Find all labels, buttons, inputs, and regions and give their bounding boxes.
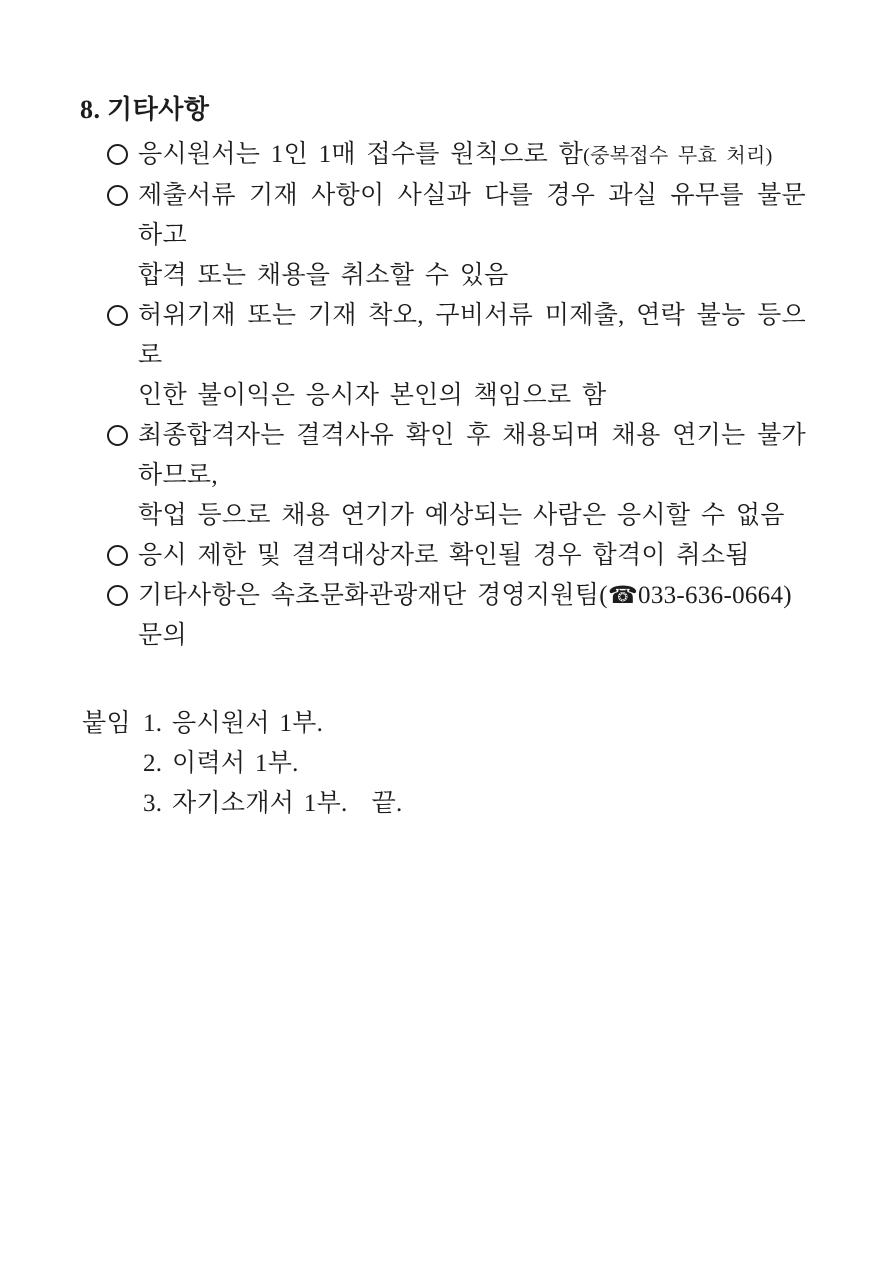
bullet-line: 인한 불이익은 응시자 본인의 책임으로 함 bbox=[138, 382, 607, 409]
phone-number: 033-636-0664 bbox=[638, 582, 784, 609]
telephone-icon: ☎ bbox=[607, 583, 639, 609]
bullet-line bbox=[138, 135, 806, 176]
attachment-row bbox=[80, 704, 806, 744]
attachment-text: 이력서 1부. bbox=[172, 750, 299, 777]
bullet-text: 기타사항은 속초문화관광재단 경영지원팀( bbox=[138, 582, 608, 609]
bullet-line: 허위기재 또는 기재 착오, 구비서류 미제출, 연락 불능 등으로 bbox=[138, 302, 806, 369]
bullet-item-false-statement bbox=[80, 176, 806, 296]
circle-bullet-icon bbox=[107, 425, 128, 446]
bullet-item-application-form bbox=[80, 135, 806, 176]
bullet-line: 최종합격자는 결격사유 확인 후 채용되며 채용 연기는 불가하므로, bbox=[138, 422, 806, 489]
circle-bullet-icon bbox=[107, 144, 128, 165]
attachment-number: 2. bbox=[143, 750, 163, 777]
section-title: 기타사항 bbox=[107, 95, 210, 124]
circle-bullet-icon bbox=[107, 545, 128, 566]
bullet-text-block bbox=[138, 416, 806, 536]
bullet-line: 합격 또는 채용을 취소할 수 있음 bbox=[138, 262, 509, 289]
attachment-row bbox=[80, 744, 806, 784]
circle-bullet-icon bbox=[107, 585, 128, 606]
document-content bbox=[80, 94, 806, 824]
bullet-item-contact-info bbox=[80, 576, 806, 656]
bullet-text-block bbox=[138, 536, 806, 576]
bullet-item-misstatement-responsibility bbox=[80, 296, 806, 416]
bullet-text: ) 문의 bbox=[138, 582, 792, 649]
attachment-text: 자기소개서 1부. bbox=[172, 790, 348, 817]
circle-bullet-icon bbox=[107, 305, 128, 326]
attachment-number: 1. bbox=[143, 710, 163, 737]
bullet-line: 응시 제한 및 결격대상자로 확인될 경우 합격이 취소됨 bbox=[138, 542, 750, 569]
document-end-mark: 끝. bbox=[371, 790, 403, 817]
attachments-label: 붙임 bbox=[82, 710, 131, 737]
attachment-row bbox=[80, 784, 806, 824]
attachments-block bbox=[80, 704, 806, 824]
bullet-text: 응시원서는 1인 1매 접수를 원칙으로 함 bbox=[138, 141, 584, 168]
bullet-item-disqualification bbox=[80, 536, 806, 576]
circle-bullet-icon bbox=[107, 185, 128, 206]
bullet-text-block bbox=[138, 576, 806, 656]
bullet-line: 제출서류 기재 사항이 사실과 다를 경우 과실 유무를 불문하고 bbox=[138, 182, 806, 249]
bullet-text-block bbox=[138, 135, 806, 176]
attachments-label-spacer bbox=[80, 784, 143, 824]
attachments-label-spacer bbox=[80, 744, 143, 784]
section-heading bbox=[80, 94, 806, 126]
bullet-list bbox=[80, 135, 806, 656]
attachment-number: 3. bbox=[143, 790, 163, 817]
bullet-text-block bbox=[138, 176, 806, 296]
bullet-item-final-successful-candidate bbox=[80, 416, 806, 536]
bullet-line bbox=[138, 576, 806, 656]
bullet-line: 학업 등으로 채용 연기가 예상되는 사람은 응시할 수 없음 bbox=[138, 502, 785, 529]
section-number: 8. bbox=[80, 95, 101, 124]
attachment-text: 응시원서 1부. bbox=[172, 710, 324, 737]
bullet-text-block bbox=[138, 296, 806, 416]
bullet-text-parenthetical: (중복접수 무효 처리) bbox=[583, 145, 773, 167]
